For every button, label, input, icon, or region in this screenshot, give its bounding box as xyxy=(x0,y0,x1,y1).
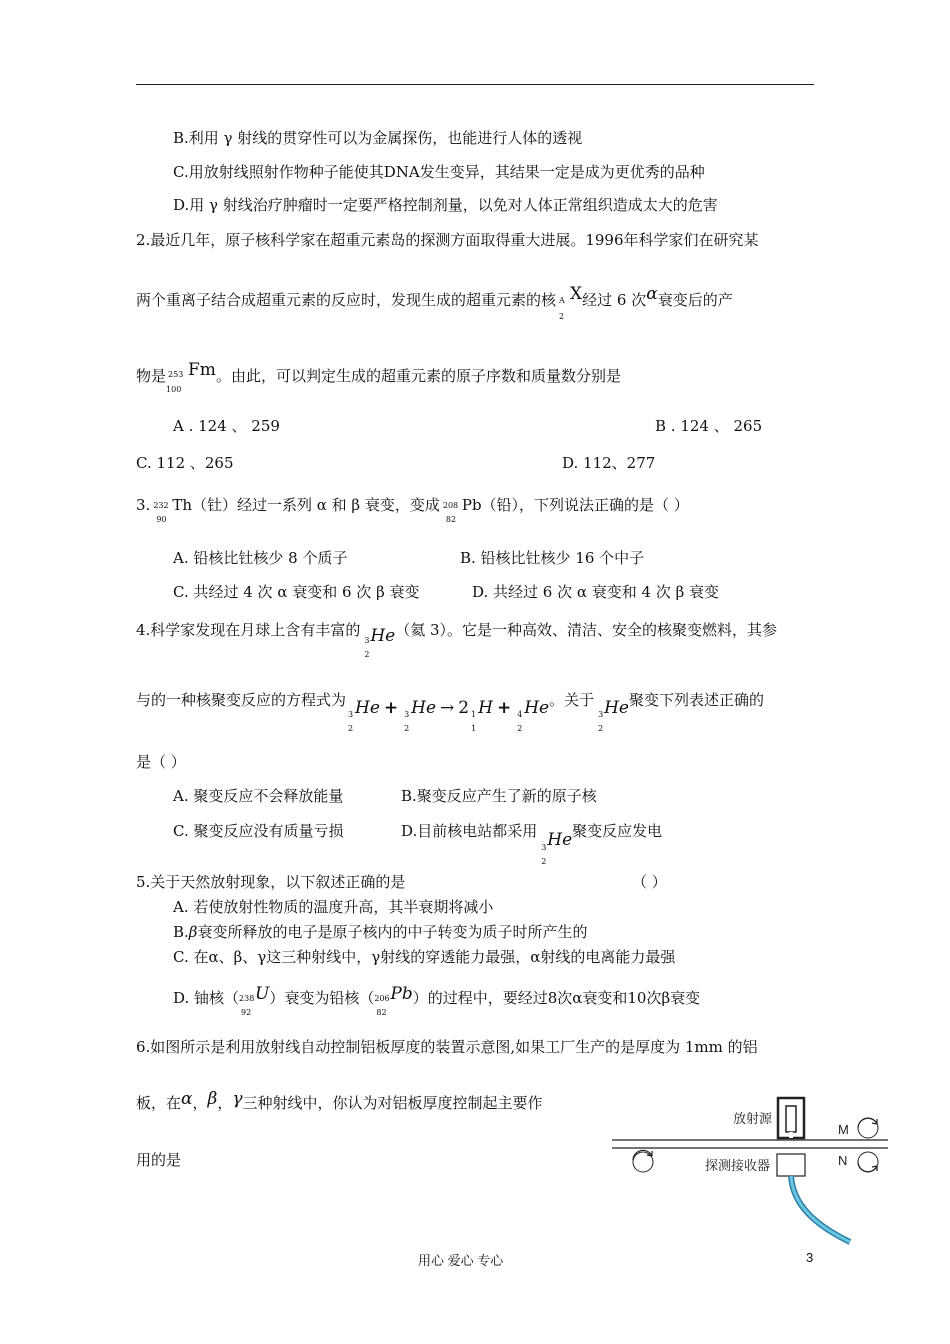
q1-option-c: C.用放射线照射作物种子能使其DNA发生变异，其结果一定是成为更优秀的品种 xyxy=(173,163,705,181)
q3-stem: 3. 232 90 Th（钍）经过一系列 α 和 β 衰变，变成 208 82 Pb（铅），下列说法正确的是（ ） xyxy=(136,496,689,524)
q4-option-d: D.目前核电站都采用 3 2 He聚变反应发电 xyxy=(401,822,663,866)
q4-line-1: 4.科学家发现在月球上含有丰富的 3 2 He（氦 3）。它是一种高效、清洁、安全的核聚变燃料，其参 xyxy=(136,621,778,659)
q3-option-a: A. 铅核比钍核少 8 个质子 xyxy=(173,549,348,567)
q5-option-a: A. 若使放射性物质的温度升高，其半衰期将减小 xyxy=(173,898,494,916)
q1-option-d: D.用 γ 射线治疗肿瘤时一定要严格控制剂量，以免对人体正常组织造成太大的危害 xyxy=(173,196,718,214)
q5-option-c: C. 在α、β、γ这三种射线中，γ射线的穿透能力最强，α射线的电离能力最强 xyxy=(173,948,676,966)
q2-line-2-text-a: 两个重离子结合成超重元素的反应时，发现生成的超重元素的核 xyxy=(136,291,557,309)
q1-option-b: B.利用 γ 射线的贯穿性可以为金属探伤，也能进行人体的透视 xyxy=(173,129,583,147)
footer-slogan: 用心 爱心 专心 xyxy=(418,1253,504,1268)
q4-line-2: 与的一种核聚变反应的方程式为 3 2 He + 3 2 He → 2 1 1 H + 4 2 He。关于 3 2 He聚变下列表述正确的 xyxy=(136,691,765,733)
q4-option-a: A. 聚变反应不会释放能量 xyxy=(173,787,344,805)
q6-line-1: 6.如图所示是利用放射线自动控制铝板厚度的装置示意图,如果工厂生产的是厚度为 1mm 的铝 xyxy=(136,1038,758,1056)
q4-option-b: B.聚变反应产生了新的原子核 xyxy=(401,787,597,805)
q3-option-d: D. 共经过 6 次 α 衰变和 4 次 β 衰变 xyxy=(472,583,720,601)
thickness-control-diagram xyxy=(600,1090,900,1250)
detector-cable xyxy=(791,1176,850,1242)
detector-box xyxy=(777,1154,805,1176)
header-rule xyxy=(136,84,814,85)
q5-option-b: B.β衰变所释放的电子是原子核内的中子转变为质子时所产生的 xyxy=(173,923,588,941)
q4-option-c: C. 聚变反应没有质量亏损 xyxy=(173,822,344,840)
q2-option-d: D. 112、277 xyxy=(562,454,656,472)
q2-line-3: 物是 253 100 Fm。由此，可以判定生成的超重元素的原子序数和质量数分别是 xyxy=(136,360,621,394)
roller-n-label: N xyxy=(838,1153,848,1168)
roller-left xyxy=(633,1150,653,1172)
fusion-equation: 3 2 He + 3 2 He → 2 1 1 H + 4 2 He xyxy=(348,698,550,733)
radiation-source xyxy=(778,1098,804,1138)
q6-line-3: 用的是 xyxy=(136,1151,182,1169)
q2-option-c: C. 112 、265 xyxy=(136,454,234,472)
alpha-symbol: α xyxy=(646,284,658,304)
q2-option-b: B . 124 、 265 xyxy=(655,417,763,435)
q2-line-2: 两个重离子结合成超重元素的反应时，发现生成的超重元素的核 A 2 X经过 6 次α衰变后的产 xyxy=(136,284,733,321)
q6-line-2: 板，在α，β，γ三种射线中，你认为对铝板厚度控制起主要作 xyxy=(136,1089,543,1112)
q2-option-a: A . 124 、 259 xyxy=(173,417,280,435)
roller-m-label: M xyxy=(838,1122,849,1137)
q2-line-2-text-c: 衰变后的产 xyxy=(657,291,733,309)
q5-answer-paren: （ ） xyxy=(632,873,667,891)
q2-line-1: 2.最近几年，原子核科学家在超重元素岛的探测方面取得重大进展。1996年科学家们在研究某 xyxy=(136,231,759,249)
q3-option-c: C. 共经过 4 次 α 衰变和 6 次 β 衰变 xyxy=(173,583,420,601)
q5-option-d: D. 铀核（ 238 92 U）衰变为铅核（ 206 82 Pb）的过程中，要经过8次α衰变和10次β衰变 xyxy=(173,984,701,1017)
roller-m xyxy=(858,1118,878,1138)
roller-n xyxy=(858,1152,878,1172)
q4-line-3: 是（ ） xyxy=(136,753,186,771)
page-number: 3 xyxy=(806,1250,814,1265)
q3-option-b: B. 铅核比钍核少 16 个中子 xyxy=(460,549,645,567)
source-label: 放射源 xyxy=(732,1111,772,1126)
q2-line-2-text-b: 经过 6 次 xyxy=(582,291,647,309)
q5-stem: 5.关于天然放射现象，以下叙述正确的是 xyxy=(136,873,406,891)
detector-label: 探测接收器 xyxy=(704,1158,770,1173)
